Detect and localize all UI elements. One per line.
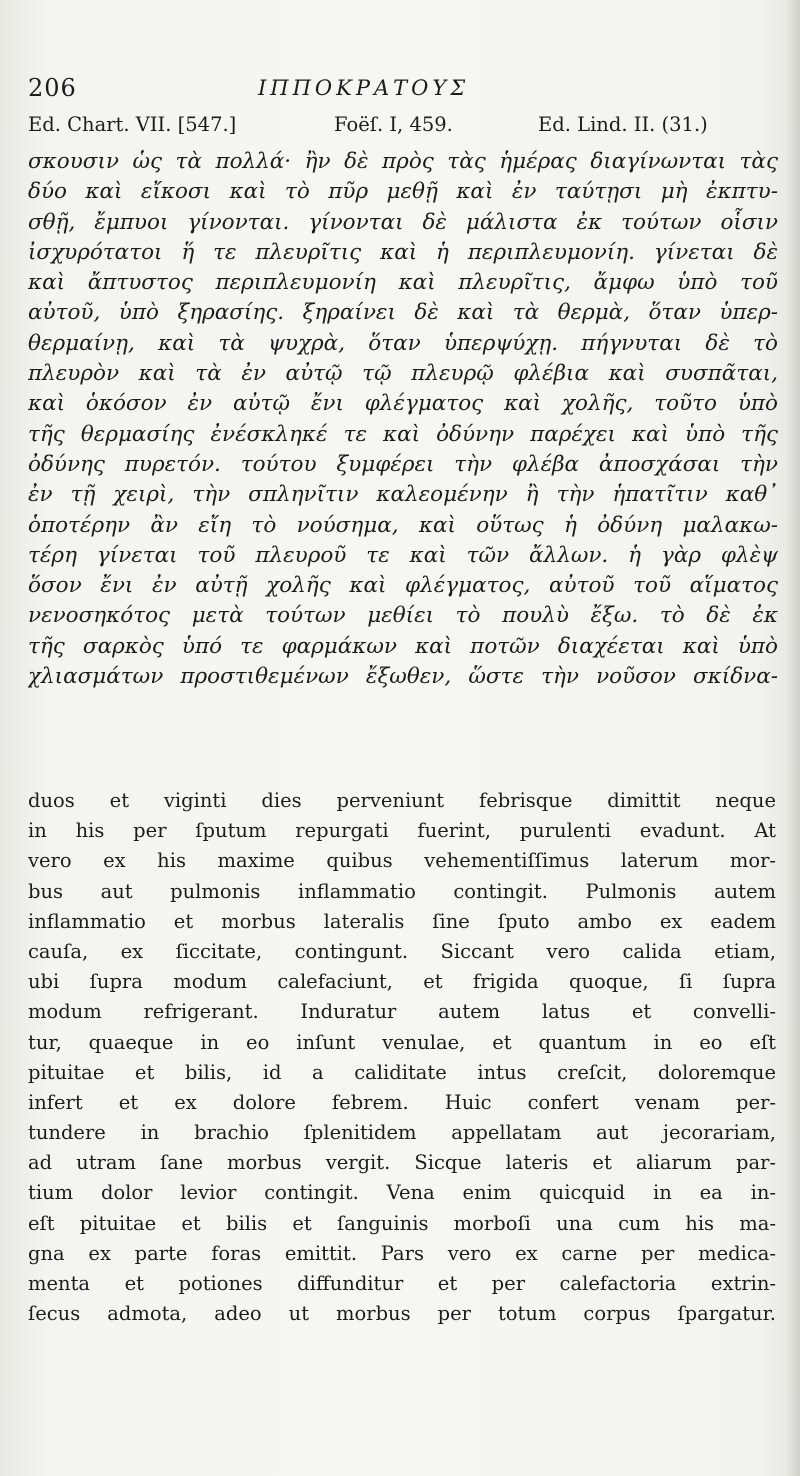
latin-text-line: ſecus admota, adeo ut morbus per totum corpus ſpargatur. bbox=[28, 1302, 776, 1326]
section-divider bbox=[28, 764, 776, 765]
greek-text-line: θερμαίνῃ, καὶ τὰ ψυχρὰ, ὅταν ὑπερψύχῃ. πήγνυται δὲ τὸ bbox=[28, 330, 778, 356]
greek-text-line: τέρη γίνεται τοῦ πλευροῦ τε καὶ τῶν ἄλλων. ἡ γὰρ φλὲψ bbox=[28, 542, 778, 568]
page-edge-shadow bbox=[786, 0, 800, 1476]
greek-text-line: καὶ ἄπτυστος περιπλευμονίη καὶ πλευρῖτις, ἄμφω ὑπὸ τοῦ bbox=[28, 270, 778, 296]
latin-text-line: duos et viginti dies perveniunt febrisque dimittit neque bbox=[28, 789, 776, 812]
latin-text-line: ad utram ſane morbus vergit. Sicque lateris et aliarum par- bbox=[28, 1151, 776, 1175]
latin-text-line: vero ex his maxime quibus vehementiſſimus laterum mor- bbox=[28, 849, 776, 873]
greek-text-line: σκουσιν ὡς τὰ πολλά· ἢν δὲ πρὸς τὰς ἡμέρας διαγίνωνται τὰς bbox=[28, 149, 778, 174]
running-title: ΙΠΠΟΚΡΑΤΟΥΣ bbox=[258, 76, 470, 100]
latin-text-line: cauſa, ex ſiccitate, contingunt. Siccant vero calida etiam, bbox=[28, 939, 776, 963]
latin-text-line: infert et ex dolore febrem. Huic confert venam per- bbox=[28, 1090, 776, 1114]
latin-text-line: in his per ſputum repurgati fuerint, purulenti evadunt. At bbox=[28, 819, 776, 843]
latin-text-line: bus aut pulmonis inflammatio contingit. Pulmonis autem bbox=[28, 879, 776, 903]
page-number: 206 bbox=[28, 74, 77, 102]
greek-text-line: τῆς σαρκὸς ὑπό τε φαρμάκων καὶ ποτῶν διαχέεται καὶ ὑπὸ bbox=[28, 633, 778, 659]
greek-text-line: χλιασμάτων προστιθεμένων ἔξωθεν, ὥστε τὴν νοῦσον σκίδνα- bbox=[28, 664, 778, 690]
latin-text-line: inflammatio et morbus lateralis ſine ſputo ambo ex eadem bbox=[28, 909, 776, 933]
greek-text-line: ὅσον ἔνι ἐν αὐτῇ χολῆς καὶ φλέγματος, αὐτοῦ τοῦ αἵματος bbox=[28, 573, 778, 599]
latin-text-block bbox=[28, 786, 776, 1329]
running-head bbox=[28, 70, 772, 110]
greek-text-line: πλευρὸν καὶ τὰ ἐν αὐτῷ τῷ πλευρῷ φλέβια καὶ συσπᾶται, bbox=[28, 361, 778, 387]
greek-text-line: καὶ ὁκόσον ἐν αὐτῷ ἔνι φλέγματος καὶ χολῆς, τοῦτο ὑπὸ bbox=[28, 391, 778, 417]
greek-text-line: ἐν τῇ χειρὶ, τὴν σπληνῖτιν καλεομένην ἢ τὴν ἡπατῖτιν καθ᾽ bbox=[28, 482, 778, 508]
greek-text-block bbox=[28, 147, 778, 692]
latin-text-line: tundere in brachio ſplenitidem appellatam aut jecorariam, bbox=[28, 1121, 776, 1145]
edition-ref-chart: Ed. Chart. VII. [547.] bbox=[28, 113, 237, 136]
greek-text-line: σθῇ, ἔμπυοι γίνονται. γίνονται δὲ μάλιστα ἐκ τούτων οἷσιν bbox=[28, 209, 778, 235]
greek-text-line: νενοσηκότος μετὰ τούτων μεθίει τὸ πουλὺ ἔξω. τὸ δὲ ἐκ bbox=[28, 603, 778, 629]
greek-text-line: δύο καὶ εἴκοσι καὶ τὸ πῦρ μεθῇ καὶ ἐν ταύτῃσι μὴ ἐκπτυ- bbox=[28, 179, 778, 205]
latin-text-line: pituitae et bilis, id a caliditate intus creſcit, doloremque bbox=[28, 1060, 776, 1084]
latin-text-line: menta et potiones diffunditur et per calefactoria extrin- bbox=[28, 1272, 776, 1295]
edition-ref-foes: Foëſ. I, 459. bbox=[334, 113, 453, 136]
greek-text-line: ἰσχυρότατοι ἥ τε πλευρῖτις καὶ ἡ περιπλευμονίη. γίνεται δὲ bbox=[28, 239, 778, 265]
latin-text-line: ubi ſupra modum calefaciunt, et frigida quoque, ſi ſupra bbox=[28, 970, 776, 994]
latin-text-line: tium dolor levior contingit. Vena enim quicquid in ea in- bbox=[28, 1181, 776, 1205]
greek-text-line: τῆς θερμασίης ἐνέσκληκέ τε καὶ ὀδύνην παρέχει καὶ ὑπὸ τῆς bbox=[28, 421, 778, 447]
greek-text-line: ὁποτέρην ἂν εἴη τὸ νούσημα, καὶ οὕτως ἡ ὀδύνη μαλακω- bbox=[28, 512, 778, 538]
edition-references bbox=[28, 113, 776, 147]
latin-text-line: tur, quaeque in eo inſunt venulae, et quantum in eo eſt bbox=[28, 1030, 776, 1054]
latin-text-line: gna ex parte foras emittit. Pars vero ex carne per medica- bbox=[28, 1241, 776, 1265]
latin-text-line: eſt pituitae et bilis et ſanguinis morboſi una cum his ma- bbox=[28, 1211, 776, 1235]
edition-ref-lind: Ed. Lind. II. (31.) bbox=[538, 113, 708, 136]
greek-text-line: αὐτοῦ, ὑπὸ ξηρασίης. ξηραίνει δὲ καὶ τὰ θερμὰ, ὅταν ὑπερ- bbox=[28, 300, 778, 326]
greek-text-line: ὀδύνης πυρετόν. τούτου ξυμφέρει τὴν φλέβα ἀποσχάσαι τὴν bbox=[28, 451, 778, 477]
latin-text-line: modum refrigerant. Induratur autem latus et convelli- bbox=[28, 1000, 776, 1024]
